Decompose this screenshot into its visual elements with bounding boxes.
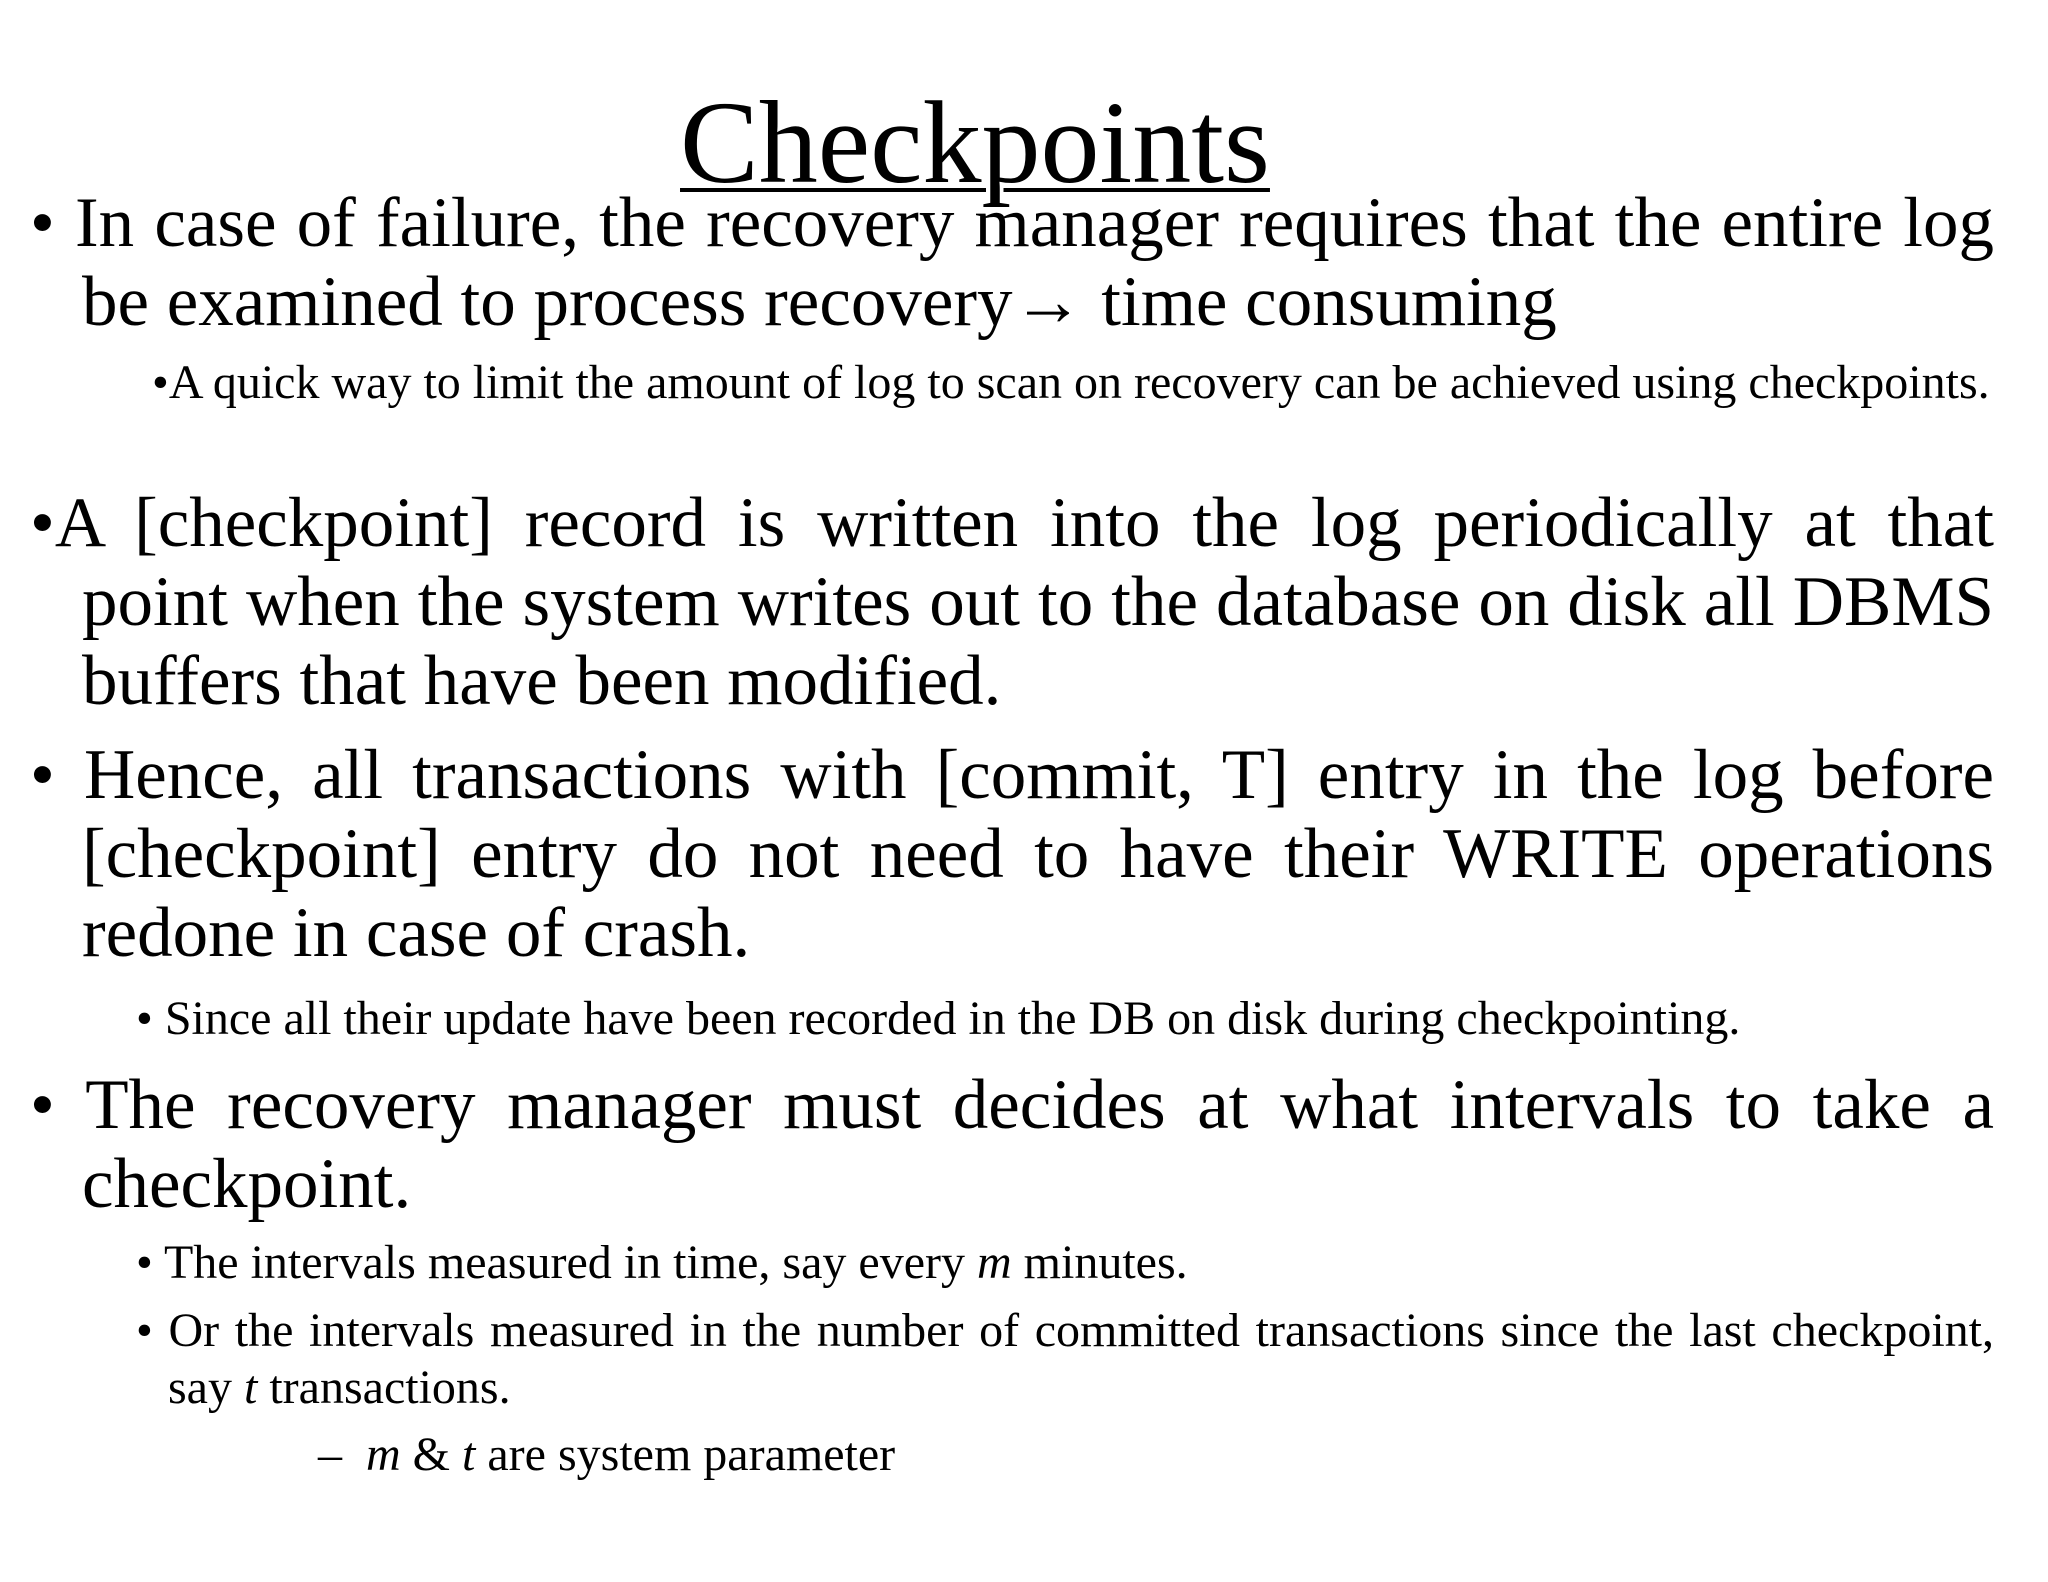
bullet-text: minutes. (1011, 1236, 1188, 1289)
bullet-text: are system parameter (475, 1428, 896, 1481)
bullet-marker: • (30, 736, 55, 814)
bullet-marker: – (318, 1428, 342, 1481)
bullet-text: A quick way to limit the amount of log to scan on recovery can be achieved using checkpoints. (168, 356, 1990, 409)
bullet-item-checkpoint-record (30, 484, 1994, 721)
bullet-text: Hence, all transactions with [commit, T] entry in the log before [checkpoint] entry do not need to have their WRITE operations redone in case of crash. (82, 736, 1994, 972)
ampersand: & (400, 1428, 463, 1481)
bullet-item-hence (30, 736, 1994, 973)
bullet-marker: • (152, 356, 169, 409)
bullet-marker: • (136, 992, 153, 1045)
variable-m: m (977, 1236, 1012, 1289)
bullet-text: The intervals measured in time, say every (163, 1236, 977, 1289)
sub-sub-bullet-parameters (318, 1426, 1994, 1483)
sub-bullet-time-interval (0, 1234, 1994, 1291)
bullet-text: transactions. (257, 1361, 511, 1414)
bullet-text: In case of failure, the recovery manager requires that the entire log be examined to process recovery→ time consuming (75, 184, 1995, 341)
bullet-marker: • (30, 484, 55, 562)
bullet-item-failure (30, 184, 1994, 342)
sub-bullet-quick-way (0, 354, 1994, 411)
bullet-marker: • (30, 1066, 55, 1144)
variable-t: t (243, 1361, 258, 1414)
bullet-text: The recovery manager must decides at what intervals to take a checkpoint. (82, 1066, 1995, 1223)
bullet-text: A [checkpoint] record is written into the log periodically at that point when the system writes out to the database on disk all DBMS buffers that have been modified. (54, 484, 1994, 720)
sub-bullet-transaction-interval (0, 1302, 1994, 1416)
variable-m: m (366, 1428, 401, 1481)
bullet-text: Since all their update have been recorded in the DB on disk during checkpointing. (164, 992, 1741, 1045)
bullet-marker: • (136, 1304, 153, 1357)
bullet-item-intervals (30, 1066, 1994, 1224)
bullet-marker: • (136, 1236, 153, 1289)
sub-bullet-since (0, 990, 1994, 1047)
slide-title: Checkpoints (680, 77, 1270, 208)
bullet-text: Or the intervals measured in the number of committed transactions since the last checkpoint, say (168, 1304, 1995, 1414)
bullet-marker: • (30, 184, 55, 262)
variable-t: t (462, 1428, 476, 1481)
